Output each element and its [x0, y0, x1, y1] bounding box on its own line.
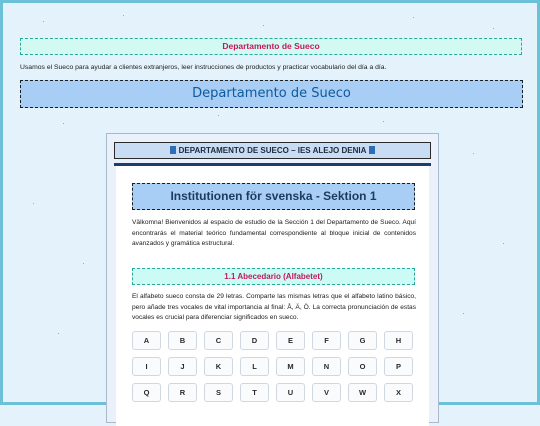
alphabet-grid [132, 331, 414, 402]
letter-key[interactable]: W [348, 383, 377, 402]
letter-key[interactable]: B [168, 331, 197, 350]
letter-key[interactable]: A [132, 331, 161, 350]
letter-key[interactable]: R [168, 383, 197, 402]
card-body [116, 166, 429, 426]
letter-key[interactable]: I [132, 357, 161, 376]
intro-text: Usamos el Sueco para ayudar a clientes extranjeros, leer instrucciones de productos y practicar vocabulario del día a día. [20, 64, 387, 71]
subsection-title: 1.1 Abecedario (Alfabetet) [132, 268, 415, 285]
letter-key[interactable]: J [168, 357, 197, 376]
letter-key[interactable]: M [276, 357, 305, 376]
letter-key[interactable]: G [348, 331, 377, 350]
letter-key[interactable]: L [240, 357, 269, 376]
letter-key[interactable]: T [240, 383, 269, 402]
letter-key[interactable]: U [276, 383, 305, 402]
letter-key[interactable]: C [204, 331, 233, 350]
alphabet-paragraph: El alfabeto sueco consta de 29 letras. Comparte las mismas letras que el alfabeto latino básico, pero añade tres vocales de vital importancia al final: Å, Ä, Ö. La correcta pronunciación de estas vocales es crucial para diferenciar significados en sueco. [132, 293, 416, 321]
letter-key[interactable]: N [312, 357, 341, 376]
letter-key[interactable]: H [384, 331, 413, 350]
letter-key[interactable]: E [276, 331, 305, 350]
card-title [114, 142, 431, 159]
letter-key[interactable]: Q [132, 383, 161, 402]
content-card [106, 133, 439, 423]
letter-key[interactable]: D [240, 331, 269, 350]
letter-key[interactable]: K [204, 357, 233, 376]
letter-key[interactable]: X [384, 383, 413, 402]
letter-key[interactable]: P [384, 357, 413, 376]
page-header: Departamento de Sueco [20, 80, 523, 108]
letter-key[interactable]: F [312, 331, 341, 350]
section-title: Institutionen för svenska - Sektion 1 [132, 183, 415, 210]
top-banner: Departamento de Sueco [20, 38, 522, 55]
card-title-text: DEPARTAMENTO DE SUECO – IES ALEJO DENIA [178, 146, 367, 155]
welcome-paragraph: Välkomna! Bienvenidos al espacio de estudio de la Sección 1 del Departamento de Sueco. Aquí encontrarás el material teórico fundamental correspondiente al bloque inicial de contenidos avanzados y gramática estructural. [132, 219, 416, 247]
letter-key[interactable]: V [312, 383, 341, 402]
letter-key[interactable]: S [204, 383, 233, 402]
letter-key[interactable]: O [348, 357, 377, 376]
square-icon [369, 146, 375, 154]
square-icon [170, 146, 176, 154]
